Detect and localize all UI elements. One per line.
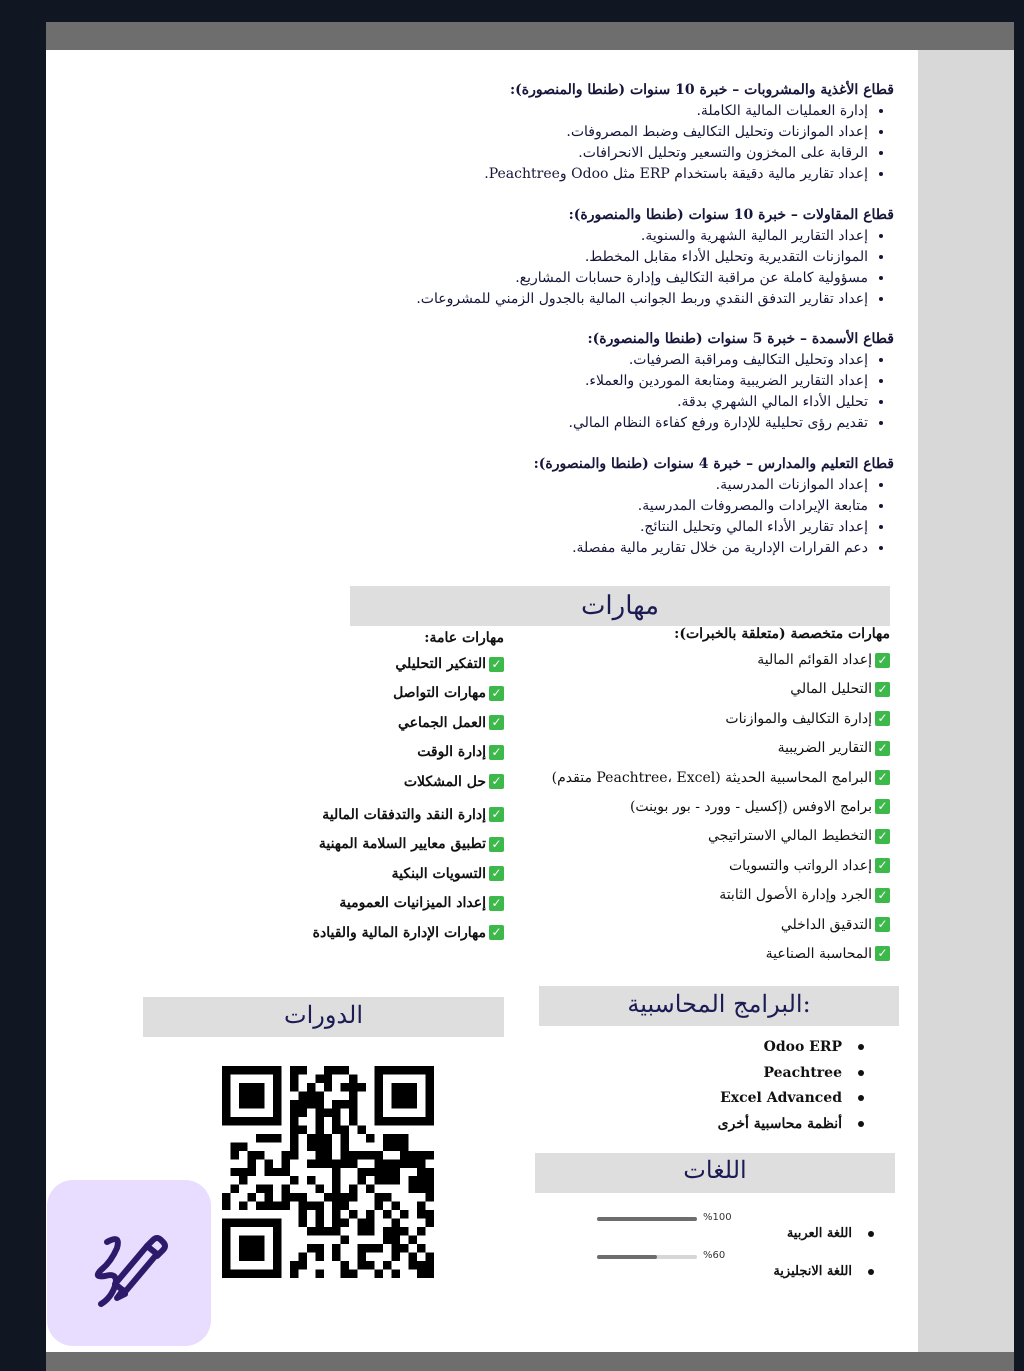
experience-heading: قطاع التعليم والمدارس – خبرة 4 سنوات (طنطا والمنصورة): <box>533 456 894 472</box>
language-item-arabic: اللغة العربية <box>787 1226 874 1241</box>
skill-item: ✓تطبيق معايير السلامة المهنية <box>313 830 504 859</box>
software-item: Peachtree <box>718 1061 864 1087</box>
checkmark-icon: ✓ <box>489 686 504 701</box>
language-level-bar <box>597 1217 697 1221</box>
bullet-icon <box>858 1095 864 1101</box>
skill-item: ✓مهارات الإدارة المالية والقيادة <box>313 919 504 948</box>
experience-bullet: • إعداد الموازنات المدرسية. <box>334 475 868 496</box>
experience-bullet: • إعداد وتحليل التكاليف ومراقبة الصرفيات. <box>334 350 868 371</box>
experience-bullet: • تقديم رؤى تحليلية للإدارة ورفع كفاءة النظام المالي. <box>334 413 868 434</box>
general-skills-heading: مهارات عامة: <box>424 630 504 646</box>
viewer-bottom-bar <box>46 1352 1014 1371</box>
general-skills-list <box>313 630 504 948</box>
checkmark-icon: ✓ <box>875 946 890 961</box>
experience-bullet: • إعداد التقارير الضريبية ومتابعة الموردين والعملاء. <box>334 371 868 392</box>
checkmark-icon: ✓ <box>489 896 504 911</box>
experience-bullet: • دعم القرارات الإدارية من خلال تقارير مالية مفصلة. <box>334 538 868 559</box>
specialized-skills-list <box>552 626 890 969</box>
checkmark-icon: ✓ <box>489 745 504 760</box>
software-item: أنظمة محاسبية أخرى <box>718 1112 864 1138</box>
skill-item: ✓إعداد القوائم المالية <box>552 646 890 675</box>
experience-bullet: • مسؤولية كاملة عن مراقبة التكاليف وإدارة حسابات المشاريع. <box>334 268 868 289</box>
bullet-icon <box>868 1231 874 1237</box>
experience-section-fertilizers <box>334 329 894 434</box>
skill-item: ✓التدقيق الداخلي <box>552 911 890 940</box>
language-item-english: اللغة الانجليزية <box>773 1264 874 1279</box>
checkmark-icon: ✓ <box>875 770 890 785</box>
experience-bullet: • إدارة العمليات المالية الكاملة. <box>334 101 868 122</box>
experience-bullet: • إعداد التقارير المالية الشهرية والسنوية. <box>334 226 868 247</box>
checkmark-icon: ✓ <box>489 715 504 730</box>
checkmark-icon: ✓ <box>489 925 504 940</box>
skill-item: ✓حل المشكلات <box>313 768 504 797</box>
experience-bullet: • إعداد تقارير الأداء المالي وتحليل النتائج. <box>334 517 868 538</box>
bullet-icon <box>858 1121 864 1127</box>
software-title: البرامج المحاسبية: <box>539 986 899 1026</box>
skill-item: ✓التفكير التحليلي <box>313 650 504 679</box>
language-level-label: %100 <box>703 1212 732 1223</box>
skill-item: ✓التحليل المالي <box>552 675 890 704</box>
languages-title: اللغات <box>535 1153 895 1193</box>
checkmark-icon: ✓ <box>875 917 890 932</box>
experience-bullet: • متابعة الإيرادات والمصروفات المدرسية. <box>334 496 868 517</box>
skill-item: ✓إدارة النقد والتدفقات المالية <box>313 801 504 830</box>
skill-item: ✓البرامج المحاسبية الحديثة (Peachtree، Excel متقدم) <box>552 764 890 793</box>
experience-bullet: • الموازنات التقديرية وتحليل الأداء مقابل المخطط. <box>334 247 868 268</box>
checkmark-icon: ✓ <box>489 657 504 672</box>
courses-title: الدورات <box>143 997 504 1037</box>
checkmark-icon: ✓ <box>489 866 504 881</box>
skill-item: ✓إدارة الوقت <box>313 738 504 767</box>
viewer-right-margin <box>918 50 1014 1352</box>
checkmark-icon: ✓ <box>489 807 504 822</box>
software-item: Odoo ERP <box>718 1035 864 1061</box>
experience-section-contracting <box>334 205 894 310</box>
experience-section-education <box>334 454 894 559</box>
checkmark-icon: ✓ <box>875 682 890 697</box>
skill-item: ✓مهارات التواصل <box>313 679 504 708</box>
checkmark-icon: ✓ <box>875 888 890 903</box>
experience-bullet: • إعداد تقارير التدفق النقدي وربط الجوانب المالية بالجدول الزمني للمشروعات. <box>334 289 868 310</box>
skill-item: ✓إعداد الميزانيات العمومية <box>313 889 504 918</box>
experience-heading: قطاع الأسمدة – خبرة 5 سنوات (طنطا والمنصورة): <box>587 331 894 347</box>
language-level-fill <box>597 1217 697 1221</box>
skill-item: ✓إعداد الرواتب والتسويات <box>552 852 890 881</box>
checkmark-icon: ✓ <box>875 741 890 756</box>
checkmark-icon: ✓ <box>489 837 504 852</box>
bullet-icon <box>858 1070 864 1076</box>
checkmark-icon: ✓ <box>875 858 890 873</box>
experience-heading: قطاع الأغذية والمشروبات – خبرة 10 سنوات (طنطا والمنصورة): <box>510 82 894 98</box>
experience-bullet: • الرقابة على المخزون والتسعير وتحليل الانحرافات. <box>334 143 868 164</box>
bullet-icon <box>868 1269 874 1275</box>
skill-item: ✓برامج الاوفس (إكسيل - وورد - بور بوينت) <box>552 793 890 822</box>
checkmark-icon: ✓ <box>875 653 890 668</box>
experience-section-food <box>334 80 894 185</box>
edit-fab-button[interactable] <box>47 1180 211 1346</box>
software-item: Excel Advanced <box>718 1086 864 1112</box>
skills-title: مهارات <box>350 586 890 626</box>
experience-bullet: • تحليل الأداء المالي الشهري بدقة. <box>334 392 868 413</box>
specialized-skills-heading: مهارات متخصصة (متعلقة بالخبرات): <box>674 626 890 642</box>
skill-item: ✓المحاسبة الصناعية <box>552 940 890 969</box>
software-list <box>718 1035 864 1137</box>
language-level-fill <box>597 1255 657 1259</box>
experience-heading: قطاع المقاولات – خبرة 10 سنوات (طنطا والمنصورة): <box>568 207 894 223</box>
checkmark-icon: ✓ <box>875 829 890 844</box>
skill-item: ✓إدارة التكاليف والموازنات <box>552 705 890 734</box>
experience-bullet: • إعداد الموازنات وتحليل التكاليف وضبط المصروفات. <box>334 122 868 143</box>
language-level-bar <box>597 1255 697 1259</box>
skill-item: ✓التخطيط المالي الاستراتيجي <box>552 822 890 851</box>
edit-pencil-icon <box>47 1180 211 1346</box>
language-level-label: %60 <box>703 1250 726 1261</box>
skill-item: ✓العمل الجماعي <box>313 709 504 738</box>
checkmark-icon: ✓ <box>489 774 504 789</box>
skill-item: ✓التسويات البنكية <box>313 860 504 889</box>
viewer-top-bar <box>46 22 1014 50</box>
checkmark-icon: ✓ <box>875 799 890 814</box>
checkmark-icon: ✓ <box>875 711 890 726</box>
skill-item: ✓الجرد وإدارة الأصول الثابتة <box>552 881 890 910</box>
skill-item: ✓التقارير الضريبية <box>552 734 890 763</box>
bullet-icon <box>858 1044 864 1050</box>
qr-code-icon <box>222 1066 434 1278</box>
experience-bullet: • إعداد تقارير مالية دقيقة باستخدام ERP مثل Odoo وPeachtree. <box>334 164 868 185</box>
